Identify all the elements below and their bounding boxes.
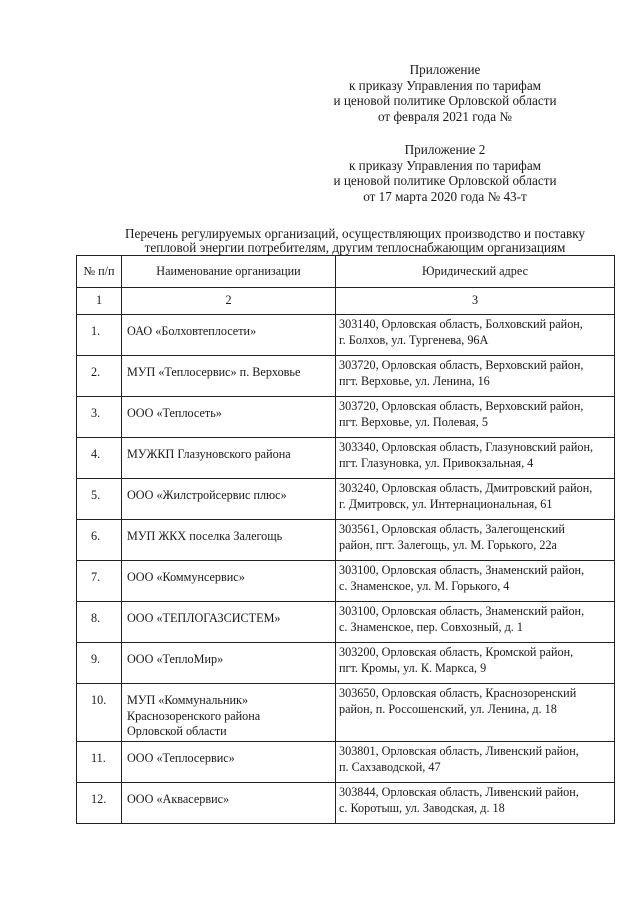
row-number: 8.	[77, 602, 122, 643]
table-row	[77, 684, 615, 742]
legal-address	[336, 479, 615, 520]
legal-address-line: г. Болхов, ул. Тургенева, 96А	[339, 332, 489, 347]
table-row	[77, 438, 615, 479]
table-row	[77, 520, 615, 561]
header-number: № п/п	[77, 256, 122, 288]
table-row	[77, 783, 615, 824]
organization-name	[122, 438, 336, 479]
table-row	[77, 397, 615, 438]
legal-address-line: 303100, Орловская область, Знаменский район,	[339, 563, 585, 577]
organization-name	[122, 561, 336, 602]
organizations-table	[76, 255, 615, 824]
organization-name-line: ООО «Теплосервис»	[127, 751, 235, 765]
legal-address-line: 303200, Орловская область, Кромской район,	[339, 645, 574, 659]
row-number: 9.	[77, 643, 122, 684]
row-number: 10.	[77, 684, 122, 742]
legal-address-line: 303561, Орловская область, Залегощенский	[339, 522, 565, 536]
legal-address-line: район, п. Россошенский, ул. Ленина, д. 18	[339, 701, 557, 716]
legal-address	[336, 520, 615, 561]
document-title-line-2: тепловой энергии потребителям, другим теплоснабжающим организациям	[144, 240, 566, 255]
legal-address-line: 303240, Орловская область, Дмитровский район,	[339, 481, 593, 495]
legal-address	[336, 783, 615, 824]
appendix-2-date-line: от 17 марта 2020 года № 43-т	[363, 188, 527, 204]
organization-name-line: МУП «Коммунальник»	[127, 693, 249, 707]
legal-address-line: с. Коротыш, ул. Заводская, д. 18	[339, 800, 505, 815]
table-header-row	[77, 256, 615, 288]
row-number: 1.	[77, 315, 122, 356]
header-organization: Наименование организации	[122, 256, 336, 288]
legal-address-line: 303100, Орловская область, Знаменский район,	[339, 604, 585, 618]
organization-name	[122, 520, 336, 561]
organization-name	[122, 742, 336, 783]
organization-name-line: ООО «ТеплоМир»	[127, 652, 224, 666]
organization-name	[122, 602, 336, 643]
legal-address-line: 303844, Орловская область, Ливенский район,	[339, 785, 579, 799]
legal-address-line: 303650, Орловская область, Краснозоренский	[339, 686, 577, 700]
appendix-2-title: Приложение 2	[404, 142, 486, 157]
table-row	[77, 356, 615, 397]
row-number: 7.	[77, 561, 122, 602]
column-number: 1	[77, 288, 122, 315]
appendix-2-header	[300, 142, 590, 204]
legal-address-line: 303801, Орловская область, Ливенский район,	[339, 744, 579, 758]
row-number: 2.	[77, 356, 122, 397]
organization-name-line: МУП «Теплосервис» п. Верховье	[127, 365, 301, 379]
legal-address	[336, 438, 615, 479]
organization-name-line: ООО «Жилстройсервис плюс»	[127, 488, 287, 502]
legal-address-line: район, пгт. Залегощь, ул. М. Горького, 22а	[339, 537, 557, 552]
organization-name	[122, 397, 336, 438]
organization-name	[122, 356, 336, 397]
appendix-order-line: к приказу Управления по тарифам	[348, 77, 542, 93]
appendix-title: Приложение	[409, 62, 481, 77]
legal-address	[336, 356, 615, 397]
header-address: Юридический адрес	[336, 256, 615, 288]
row-number: 11.	[77, 742, 122, 783]
appendix-header	[300, 62, 590, 124]
legal-address	[336, 561, 615, 602]
table-row	[77, 315, 615, 356]
legal-address	[336, 315, 615, 356]
organization-name	[122, 315, 336, 356]
legal-address-line: пгт. Глазуновка, ул. Привокзальная, 4	[339, 455, 534, 470]
appendix-date-line: от февраля 2021 года №	[377, 108, 513, 124]
legal-address-line: 303720, Орловская область, Верховский район,	[339, 358, 584, 372]
organization-name-line: Орловской области	[127, 724, 227, 738]
appendix-authority-line: и ценовой политике Орловской области	[333, 93, 557, 108]
row-number: 4.	[77, 438, 122, 479]
legal-address-line: пгт. Верховье, ул. Полевая, 5	[339, 414, 488, 429]
appendix-2-order-line: к приказу Управления по тарифам	[348, 157, 542, 173]
organization-name-line: ООО «ТЕПЛОГАЗСИСТЕМ»	[127, 611, 281, 625]
table-row	[77, 602, 615, 643]
table-row	[77, 479, 615, 520]
row-number: 6.	[77, 520, 122, 561]
legal-address-line: пгт. Кромы, ул. К. Маркса, 9	[339, 660, 487, 675]
organization-name-line: МУП ЖКХ поселка Залегощь	[127, 529, 283, 543]
appendix-2-authority-line: и ценовой политике Орловской области	[333, 173, 557, 188]
legal-address	[336, 684, 615, 742]
legal-address-line: г. Дмитровск, ул. Интернациональная, 61	[339, 496, 553, 511]
organization-name	[122, 479, 336, 520]
organization-name	[122, 684, 336, 742]
organization-name-line: Краснозоренского района	[127, 708, 261, 723]
legal-address	[336, 397, 615, 438]
column-number: 3	[336, 288, 615, 315]
organization-name	[122, 783, 336, 824]
legal-address-line: 303340, Орловская область, Глазуновский район,	[339, 440, 594, 454]
document-title	[60, 227, 639, 255]
legal-address-line: с. Знаменское, ул. М. Горького, 4	[339, 578, 510, 593]
legal-address-line: 303720, Орловская область, Верховский район,	[339, 399, 584, 413]
legal-address	[336, 602, 615, 643]
organization-name-line: ООО «Теплосеть»	[127, 406, 222, 420]
document-title-line-1: Перечень регулируемых организаций, осуществляющих производство и поставку	[124, 226, 586, 241]
table-row	[77, 742, 615, 783]
table-row	[77, 561, 615, 602]
organization-name-line: МУЖКП Глазуновского района	[127, 447, 291, 461]
legal-address	[336, 643, 615, 684]
organization-name-line: ОАО «Болховтеплосети»	[127, 324, 257, 338]
row-number: 12.	[77, 783, 122, 824]
legal-address-line: с. Знаменское, пер. Совхозный, д. 1	[339, 619, 523, 634]
column-number-row	[77, 288, 615, 315]
legal-address-line: 303140, Орловская область, Болховский район,	[339, 317, 583, 331]
column-number: 2	[122, 288, 336, 315]
organization-name-line: ООО «Коммунсервис»	[127, 570, 245, 584]
organization-name-line: ООО «Аквасервис»	[127, 792, 230, 806]
table-row	[77, 643, 615, 684]
row-number: 3.	[77, 397, 122, 438]
legal-address	[336, 742, 615, 783]
organization-name	[122, 643, 336, 684]
legal-address-line: пгт. Верховье, ул. Ленина, 16	[339, 373, 490, 388]
legal-address-line: п. Сахзаводской, 47	[339, 759, 441, 774]
row-number: 5.	[77, 479, 122, 520]
